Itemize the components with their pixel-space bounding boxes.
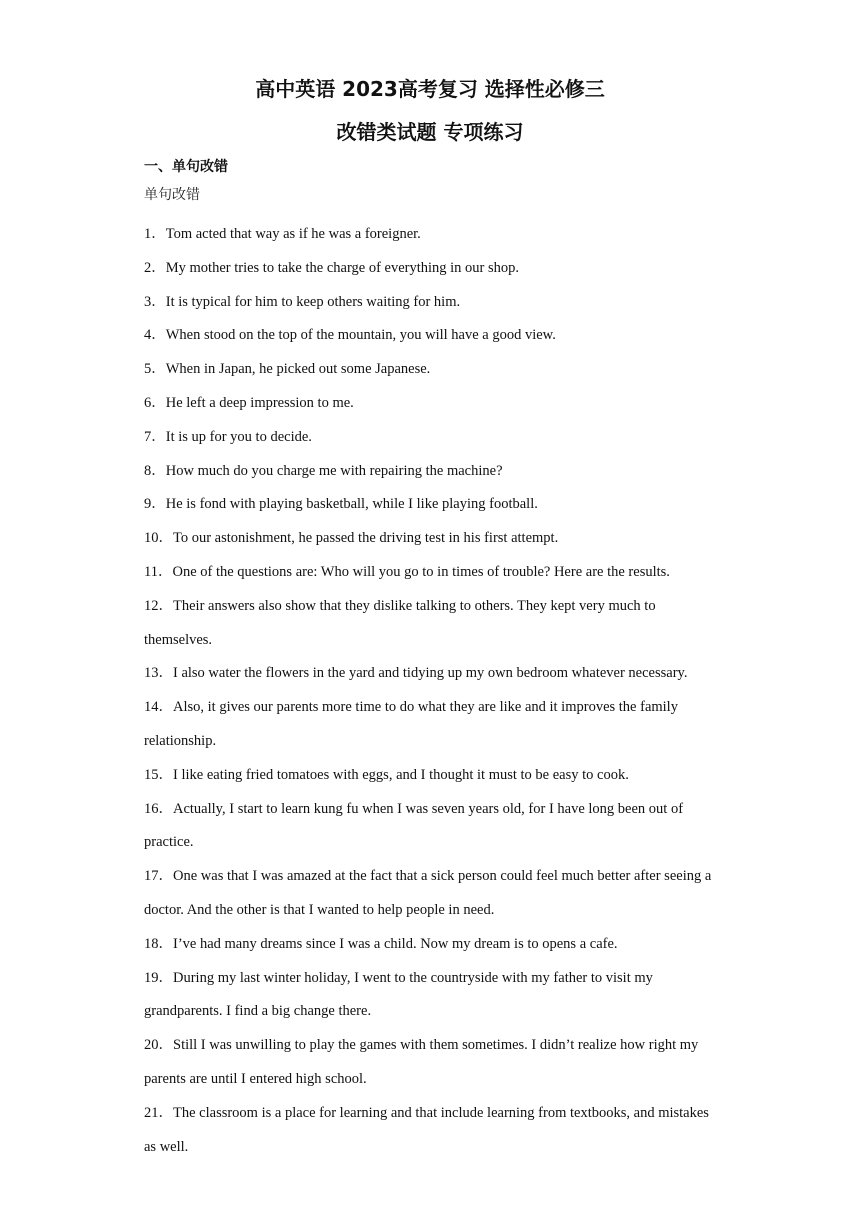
question-number: 7 ． bbox=[144, 429, 166, 445]
question-item bbox=[144, 455, 724, 489]
question-number: 1 ． bbox=[144, 226, 166, 242]
question-text: He is fond with playing basketball, while I like playing football. bbox=[165, 496, 538, 513]
question-text: I also water the flowers in the yard and tidying up my own bedroom whatever necessary. bbox=[173, 665, 688, 682]
question-item bbox=[144, 522, 724, 556]
question-item bbox=[144, 860, 724, 928]
question-number: 18 ． bbox=[144, 936, 173, 952]
question-item bbox=[144, 556, 724, 590]
question-item bbox=[144, 1029, 724, 1097]
question-item bbox=[144, 928, 724, 962]
question-text: During my last winter holiday, I went to the countryside with my father to visit my grandparents. I find a big change there. bbox=[144, 969, 653, 1020]
question-number: 15 ． bbox=[144, 767, 173, 783]
question-number: 9 ． bbox=[144, 496, 166, 512]
question-item bbox=[144, 319, 724, 353]
question-number: 8 ． bbox=[144, 463, 166, 479]
question-number: 11 ． bbox=[144, 564, 172, 580]
question-item bbox=[144, 387, 724, 421]
question-number: 6 ． bbox=[144, 395, 166, 411]
question-item bbox=[144, 286, 724, 320]
question-item bbox=[144, 252, 724, 286]
question-item bbox=[144, 657, 724, 691]
question-text: When in Japan, he picked out some Japanese. bbox=[165, 361, 431, 378]
question-item bbox=[144, 421, 724, 455]
question-text: My mother tries to take the charge of everything in our shop. bbox=[165, 259, 520, 276]
question-item bbox=[144, 1097, 724, 1165]
question-item bbox=[144, 793, 724, 861]
section-heading: 一、单句改错 bbox=[144, 159, 228, 175]
question-text: Also, it gives our parents more time to do what they are like and it improves the family relationship. bbox=[144, 699, 678, 749]
question-number: 17 ． bbox=[144, 868, 173, 884]
question-text: One was that I was amazed at the fact that a sick person could feel much better after seeing a doctor. And the other is that I wanted to help people in need. bbox=[144, 868, 712, 918]
question-number: 21 ． bbox=[144, 1105, 173, 1121]
question-text: The classroom is a place for learning and that include learning from textbooks, and mistakes as well. bbox=[144, 1104, 709, 1155]
question-item bbox=[144, 353, 724, 387]
question-text: It is up for you to decide. bbox=[165, 428, 312, 445]
question-number: 10 ． bbox=[144, 530, 173, 546]
question-number: 3 ． bbox=[144, 294, 166, 310]
question-number: 13 ． bbox=[144, 665, 173, 681]
question-list bbox=[144, 218, 724, 1164]
document-subtitle: 改错类试题 专项练习 bbox=[336, 120, 524, 144]
question-number: 5 ． bbox=[144, 361, 166, 377]
document-title: 高中英语 2023高考复习 选择性必修三 bbox=[255, 77, 605, 101]
question-item bbox=[144, 218, 724, 252]
question-number: 14 ． bbox=[144, 699, 173, 715]
section-subheading: 单句改错 bbox=[144, 187, 200, 203]
question-text: Tom acted that way as if he was a foreigner. bbox=[165, 226, 421, 242]
question-text: When stood on the top of the mountain, you will have a good view. bbox=[165, 327, 556, 344]
question-text: How much do you charge me with repairing the machine? bbox=[165, 462, 503, 479]
question-number: 20 ． bbox=[144, 1037, 173, 1053]
question-item bbox=[144, 590, 724, 658]
question-text: He left a deep impression to me. bbox=[165, 394, 354, 411]
question-text: I’ve had many dreams since I was a child. Now my dream is to opens a cafe. bbox=[173, 935, 618, 952]
question-item bbox=[144, 691, 724, 759]
question-text: Actually, I start to learn kung fu when I was seven years old, for I have long been out of practice. bbox=[144, 800, 684, 851]
question-text: One of the questions are: Who will you go to in times of trouble? Here are the results. bbox=[172, 563, 670, 580]
question-number: 2 ． bbox=[144, 260, 166, 276]
question-text: It is typical for him to keep others waiting for him. bbox=[165, 293, 461, 310]
question-number: 19 ． bbox=[144, 970, 173, 986]
question-text: Their answers also show that they dislike talking to others. They kept very much to themselves. bbox=[144, 597, 656, 648]
question-text: I like eating fried tomatoes with eggs, and I thought it must to be easy to cook. bbox=[173, 766, 629, 783]
question-number: 16 ． bbox=[144, 801, 173, 817]
question-item bbox=[144, 488, 724, 522]
question-item bbox=[144, 759, 724, 793]
question-text: To our astonishment, he passed the driving test in his first attempt. bbox=[173, 530, 559, 547]
question-text: Still I was unwilling to play the games with them sometimes. I didn’t realize how right my parents are until I entered high school. bbox=[144, 1037, 699, 1087]
question-number: 4 ． bbox=[144, 327, 166, 343]
question-item bbox=[144, 962, 724, 1030]
question-number: 12 ． bbox=[144, 598, 173, 614]
